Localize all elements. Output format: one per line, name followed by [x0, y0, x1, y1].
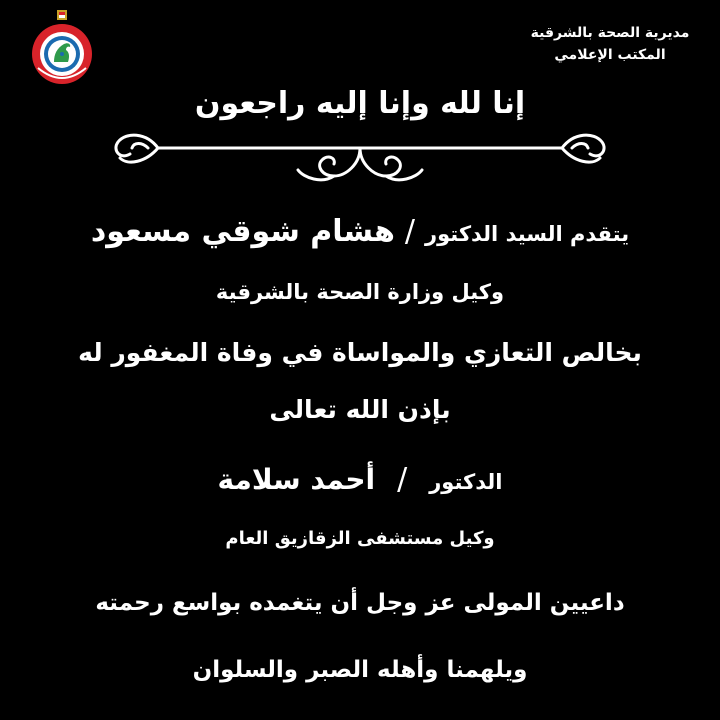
deceased-name: أحمد سلامة: [217, 463, 376, 496]
org-name: مديرية الصحة بالشرقية: [530, 25, 690, 41]
presenter-line: [0, 214, 720, 258]
page-title: إنا لله وإنا إليه راجعون: [194, 86, 526, 121]
presenter-role: وكيل وزارة الصحة بالشرقية: [215, 280, 505, 304]
condolence-line-1: بخالص التعازي والمواساة في وفاة المغفور له: [78, 338, 642, 367]
health-directorate-logo-icon: [24, 10, 100, 86]
presenter-separator: /: [404, 214, 415, 249]
ornamental-divider-icon: [108, 118, 612, 194]
header-org-block: [510, 22, 710, 66]
office-name: المكتب الإعلامي: [554, 47, 666, 63]
presenter-name: هشام شوقي مسعود: [90, 214, 395, 249]
deceased-line: [0, 462, 720, 497]
prayer-line-1: داعيين المولى عز وجل أن يتغمده بواسع رحمته: [95, 590, 625, 616]
deceased-prefix: الدكتور: [429, 470, 503, 494]
presenter-prefix: يتقدم السيد الدكتور: [425, 222, 630, 246]
deceased-role: وكيل مستشفى الزقازيق العام: [225, 528, 495, 549]
deceased-separator: /: [397, 462, 408, 497]
prayer-line-2: ويلهمنا وأهله الصبر والسلوان: [192, 657, 528, 683]
condolence-line-2: بإذن الله تعالى: [269, 395, 451, 424]
